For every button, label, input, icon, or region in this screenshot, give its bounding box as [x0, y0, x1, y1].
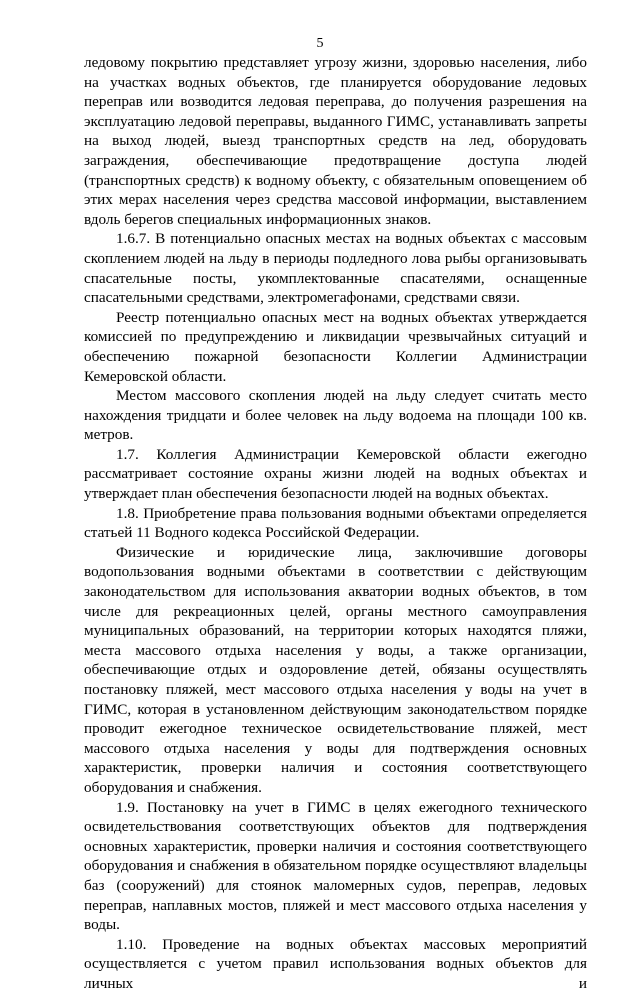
page-number: 5 [316, 36, 324, 51]
paragraph-1-10: 1.10. Проведение на водных объектах массовых мероприятий осуществляется с учетом правил использования водных объектов для личных и [84, 935, 587, 992]
paragraph-registry: Реестр потенциально опасных мест на водных объектах утверждается комиссией по предупреждению и ликвидации чрезвычайных ситуаций и обеспечению пожарной безопасности Коллегии Администрации Кемеровской области. [84, 308, 587, 385]
paragraph-1-6-7: 1.6.7. В потенциально опасных местах на водных объектах с массовым скоплением людей на льду в периоды подледного лова рыбы организовывать спасательные посты, укомплектованные спасателями, оснащенные спасательными средствами, электромегафонами, средствами связи. [84, 230, 587, 307]
paragraph-mass-gathering: Местом массового скопления людей на льду следует считать место нахождения тридцати и более человек на льду водоема на площади 100 кв. метров. [84, 387, 587, 444]
paragraph-individuals-legal: Физические и юридические лица, заключившие договоры водопользования водными объектами в соответствии с действующим законодательством для использования акватории водных объектов, в том числе для рекреационных целей, органы местного самоуправления муниципальных образований, на территории которых находятся пляжи, места массового отдыха населения у воды, а также организации, обеспечивающие отдых и оздоровление детей, обязаны осуществлять постановку пляжей, мест массового отдыха населения у воды на учет в ГИМС, которая в установленном действующим законодательством порядке проводит ежегодное техническое освидетельствование пляжей, мест массового отдыха населения у воды для подтверждения основных характеристик, проверки наличия и состояния соответствующего оборудования и снабжения. [84, 543, 587, 796]
paragraph-continuation: ледовому покрытию представляет угрозу жизни, здоровью населения, либо на участках водных объектов, где планируется оборудование ледовых переправ или возводится ледовая переправа, до получения разрешения на эксплуатацию ледовой переправы, выданного ГИМС, устанавливать запреты на выход людей, выезд транспортных средств на лед, оборудовать заграждения, обеспечивающие предотвращение доступа людей (транспортных средств) к водному объекту, с обязательным оповещением об этих мерах населения через средства массовой информации, выставлением вдоль берегов специальных информационных знаков. [84, 54, 587, 228]
paragraph-1-9: 1.9. Постановку на учет в ГИМС в целях ежегодного технического освидетельствования соответствующих объектов для подтверждения основных характеристик, проверки наличия и состояния соответствующего оборудования и снабжения в обязательном порядке осуществляют владельцы баз (сооружений) для стоянок маломерных судов, переправ, ледовых переправ, наплавных мостов, пляжей и мест массового отдыха населения у воды. [84, 798, 587, 934]
document-body [84, 53, 587, 994]
paragraph-1-8: 1.8. Приобретение права пользования водными объектами определяется статьей 11 Водного кодекса Российской Федерации. [84, 504, 587, 542]
paragraph-1-7: 1.7. Коллегия Администрации Кемеровской области ежегодно рассматривает состояние охраны жизни людей на водных объектах и утверждает план обеспечения безопасности людей на водных объектах. [84, 445, 587, 503]
